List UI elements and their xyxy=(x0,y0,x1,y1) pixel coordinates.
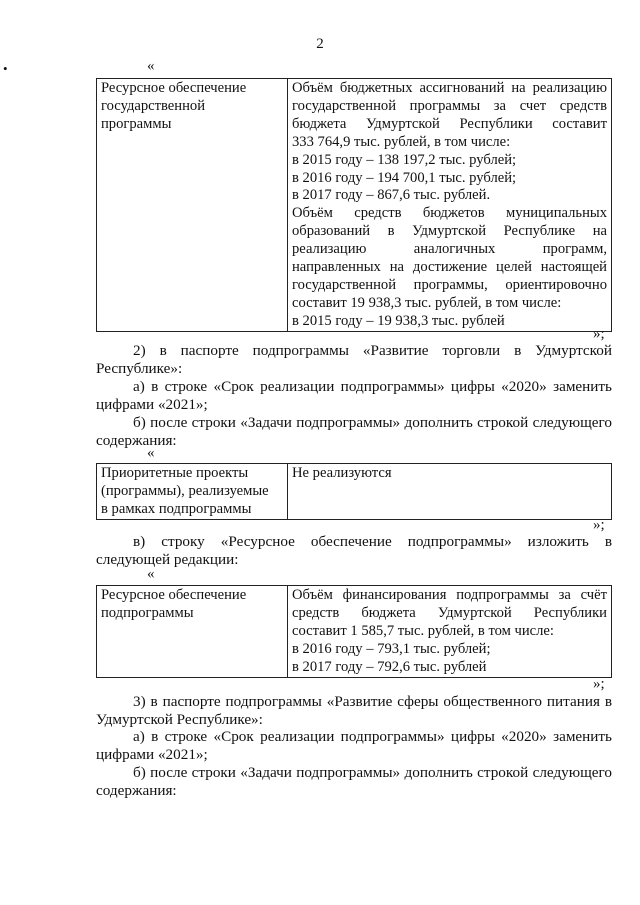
cell-line: Объём финансирования подпрограммы за счёт xyxy=(292,587,607,603)
stray-dot: • xyxy=(3,61,8,76)
cell-line: государственной xyxy=(101,97,206,114)
cell-line: в 2016 году – 793,1 тыс. рублей; xyxy=(292,640,491,657)
close-quote: »; xyxy=(593,517,605,533)
cell-line: программы xyxy=(101,115,172,132)
open-quote: « xyxy=(147,566,155,582)
cell-line: подпрограммы xyxy=(101,604,194,621)
paragraph-line: 3) в паспорте подпрограммы «Развитие сферы общественного питания в xyxy=(133,693,612,710)
cell-line: Не реализуются xyxy=(292,465,392,481)
paragraph-item-3 xyxy=(96,693,612,729)
table-row xyxy=(97,586,612,678)
paragraph-item-2a xyxy=(96,378,612,414)
cell-line: Приоритетные проекты xyxy=(101,465,249,481)
cell-line: в 2015 году – 138 197,2 тыс. рублей; xyxy=(292,151,517,168)
close-quote: »; xyxy=(593,676,605,692)
paragraph-line: содержания: xyxy=(96,432,177,449)
paragraph-line: а) в строке «Срок реализации подпрограммы» цифры «2020» заменить xyxy=(133,728,612,745)
table-row xyxy=(97,464,612,520)
cell-line: в 2017 году – 867,6 тыс. рублей. xyxy=(292,187,491,204)
paragraph-item-2b xyxy=(96,414,612,450)
cell-line: составит 1 585,7 тыс. рублей, в том числе: xyxy=(292,622,554,639)
paragraph-line: цифрами «2021»; xyxy=(96,396,208,413)
table-cell-label xyxy=(97,464,288,520)
paragraph-line: Республике»: xyxy=(96,360,183,377)
paragraph-item-3b xyxy=(96,764,612,800)
cell-line: средств бюджета Удмуртской Республики xyxy=(292,604,607,621)
paragraph-line: а) в строке «Срок реализации подпрограммы» цифры «2020» заменить xyxy=(133,378,612,395)
table-cell-label xyxy=(97,79,288,332)
paragraph-item-3a xyxy=(96,728,612,764)
cell-line: (программы), реализуемые xyxy=(101,482,269,499)
cell-line: бюджета Удмуртской Республики составит xyxy=(292,115,607,132)
open-quote: « xyxy=(147,58,155,74)
paragraph-line: следующей редакции: xyxy=(96,551,239,568)
cell-line: в 2017 году – 792,6 тыс. рублей xyxy=(292,658,487,675)
cell-line: в рамках подпрограммы xyxy=(101,500,252,517)
paragraph-item-2c xyxy=(96,533,612,569)
cell-line: Объём средств бюджетов муниципальных xyxy=(292,205,607,222)
cell-line: в 2015 году – 19 938,3 тыс. рублей xyxy=(292,312,505,329)
paragraph-line: Удмуртской Республике»: xyxy=(96,711,263,728)
table-cell-label xyxy=(97,586,288,678)
paragraph-line: содержания: xyxy=(96,782,177,799)
cell-line: реализацию аналогичных программ, xyxy=(292,241,607,258)
page-number: 2 xyxy=(316,36,324,52)
table-cell-value xyxy=(288,586,612,678)
paragraph-line: б) после строки «Задачи подпрограммы» дополнить строкой следующего xyxy=(133,414,612,431)
table-resource-subprogram xyxy=(96,585,612,678)
cell-line: 333 764,9 тыс. рублей, в том числе: xyxy=(292,133,511,150)
table-cell-value xyxy=(288,79,612,332)
table-resource-state-program xyxy=(96,78,612,332)
table-priority-projects xyxy=(96,463,612,520)
cell-line: Объём бюджетных ассигнований на реализацию xyxy=(292,80,607,96)
cell-line: образований в Удмуртской Республике на xyxy=(292,223,607,240)
cell-line: государственной программы, ориентировочно xyxy=(292,276,607,293)
paragraph-item-2 xyxy=(96,342,612,378)
paragraph-line: б) после строки «Задачи подпрограммы» дополнить строкой следующего xyxy=(133,764,612,781)
cell-line: Ресурсное обеспечение xyxy=(101,80,247,96)
cell-line: в 2016 году – 194 700,1 тыс. рублей; xyxy=(292,169,517,186)
paragraph-line: цифрами «2021»; xyxy=(96,746,208,763)
paragraph-line: 2) в паспорте подпрограммы «Развитие торговли в Удмуртской xyxy=(133,342,612,359)
paragraph-line: в) строку «Ресурсное обеспечение подпрограммы» изложить в xyxy=(133,533,612,550)
close-quote: »; xyxy=(593,326,605,342)
cell-line: Ресурсное обеспечение xyxy=(101,587,247,603)
open-quote: « xyxy=(147,445,155,461)
cell-line: составит 19 938,3 тыс. рублей, в том числе: xyxy=(292,294,562,311)
cell-line: направленных на достижение целей настоящей xyxy=(292,259,607,276)
table-row xyxy=(97,79,612,332)
table-cell-value xyxy=(288,464,612,520)
cell-line: государственной программы за счет средств xyxy=(292,97,607,114)
